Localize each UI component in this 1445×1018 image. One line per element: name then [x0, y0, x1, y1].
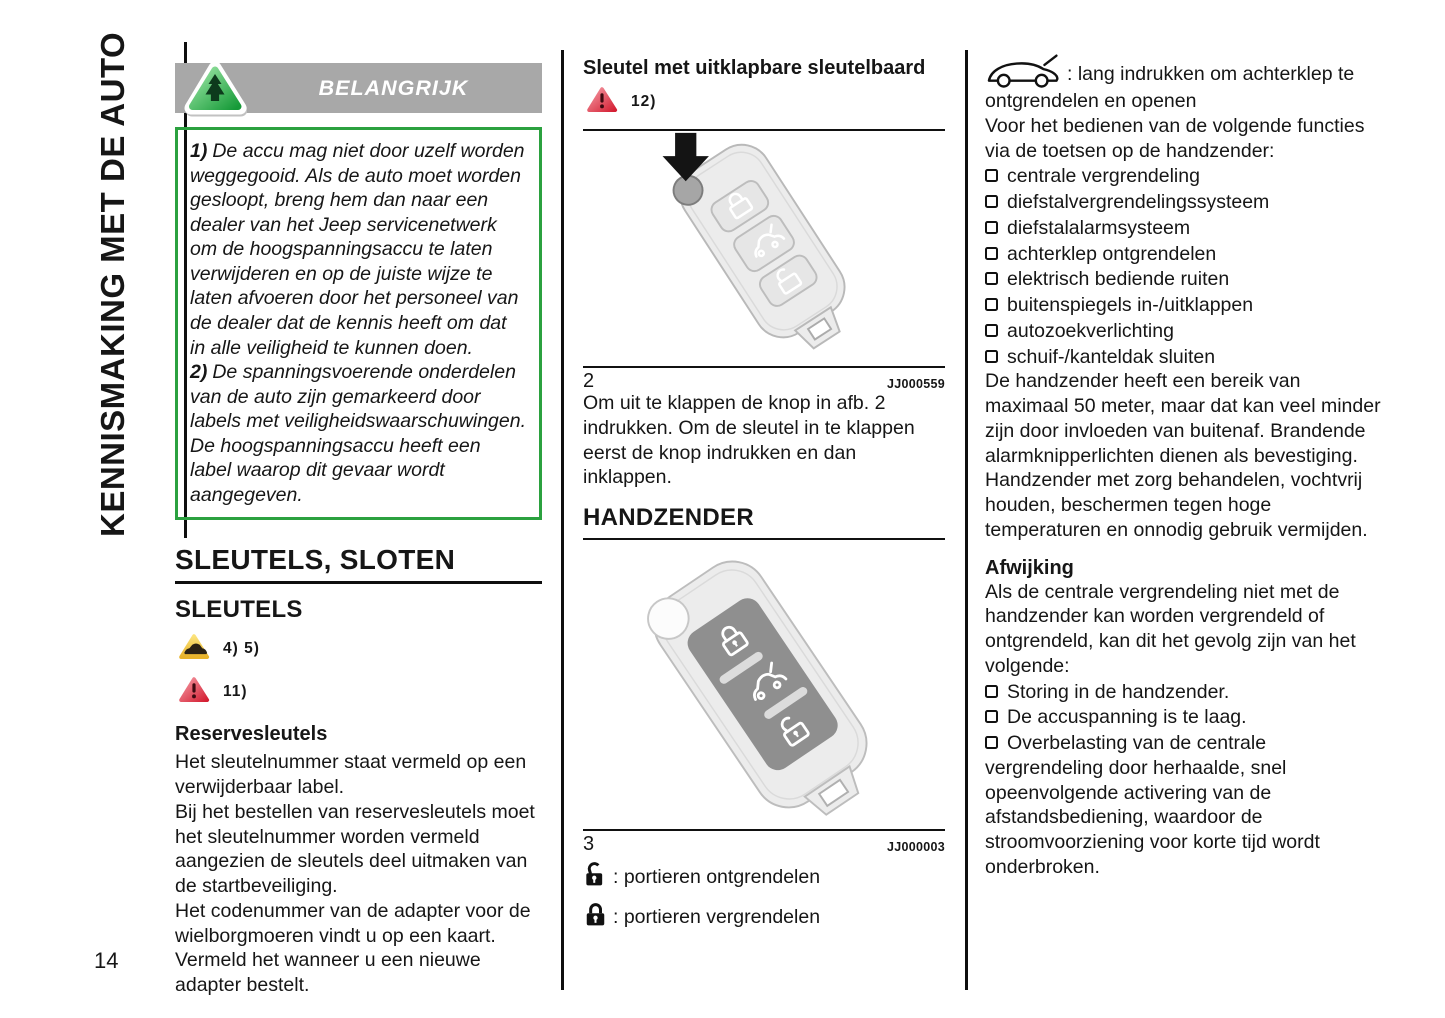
important-banner [175, 63, 542, 113]
afwijking-intro: Als de centrale vergrendeling niet met de handzender kan worden vergrendeld of ontgrendeld, kan dit het gevolg zijn van het volgende: [985, 580, 1356, 677]
causes-list [985, 680, 1385, 880]
flip-key-paragraph: Om uit te klappen de knop in afb. 2 indrukken. Om de sleutel in te klappen eerst de knop indrukken en dan inklappen. [583, 392, 915, 489]
function-item [985, 345, 1385, 370]
square-bullet-icon [985, 736, 998, 749]
important-item-text: De spanningsvoerende onderdelen van de auto zijn gemarkeerd door labels met veiligheidswaarschuwingen. De hoogspanningsaccu heeft een label waarop dit gevaar wordt aangegeven. [190, 361, 527, 506]
flip-key-heading: Sleutel met uitklapbare sleutelbaard [583, 57, 926, 79]
square-bullet-icon [985, 272, 998, 285]
reserve-keys-title: Reservesleutels [175, 723, 328, 746]
cause-label: Overbelasting van de centrale vergrendeling door herhaalde, snel opeenvolgende activering van de afstandsbediening, waardoor de stroomvoorziening voor korte tijd wordt onderbroken. [985, 732, 1320, 878]
function-label: diefstalvergrendelingssysteem [1007, 191, 1270, 213]
function-label: elektrisch bediende ruiten [1007, 268, 1230, 291]
important-item-2 [190, 360, 527, 507]
warning-reference-label: 4) 5) [223, 640, 260, 658]
important-banner-label: BELANGRIJK [318, 75, 469, 100]
functions-list [985, 164, 1385, 369]
car-warning-triangle-icon [175, 630, 213, 668]
function-label: schuif-/kanteldak sluiten [1007, 345, 1216, 368]
function-item [985, 190, 1385, 215]
tailgate-function-paragraph [985, 52, 1385, 114]
important-item-number: 2) [190, 361, 208, 384]
important-box [175, 127, 542, 520]
functions-intro: Voor het bedienen van de volgende functies via de toetsen op de handzender: [985, 114, 1365, 162]
figure-code: JJ000559 [886, 377, 945, 391]
warning-reference-label: 11) [223, 683, 248, 701]
figure-rule-bottom [583, 829, 945, 831]
square-bullet-icon [985, 298, 998, 311]
cause-label: Storing in de handzender. [1007, 680, 1230, 703]
function-item [985, 242, 1385, 267]
figure-flip-key [583, 131, 945, 366]
square-bullet-icon [985, 169, 998, 182]
function-label: centrale vergrendeling [1007, 165, 1200, 188]
legend-lock-row [583, 901, 945, 934]
right-column [985, 52, 1385, 880]
important-item-number: 1) [190, 140, 208, 162]
function-item [985, 319, 1385, 344]
square-bullet-icon [985, 247, 998, 260]
warning-reference-row [175, 631, 542, 667]
cause-item [985, 705, 1385, 730]
care-paragraph: Handzender met zorg behandelen, vochtvrij houden, beschermen tegen hoge temperaturen en onnodig gebruik vermijden. [985, 469, 1368, 541]
car-open-tailgate-icon [985, 63, 1067, 85]
exclamation-triangle-icon [583, 83, 621, 121]
important-item-text: De accu mag niet door uzelf worden weggegooid. Als de auto moet worden gesloopt, breng hem dan naar een dealer van het Jeep servicenetwerk om de hoogspanningsaccu te laten verwijderen en op de juiste wijze te laten afvoeren door het personeel van de dealer dat de kennis heeft om dat in alle veiligheid te kunnen doen. [190, 140, 525, 359]
important-item-1 [190, 139, 527, 360]
legend-unlock-text: : portieren ontgrendelen [613, 866, 821, 888]
exclamation-triangle-icon [175, 673, 213, 711]
cause-label: De accuspanning is te laag. [1007, 706, 1247, 729]
environment-triangle-icon [183, 58, 247, 123]
function-item [985, 164, 1385, 189]
cause-item [985, 680, 1385, 705]
legend-unlock-row [583, 861, 945, 894]
column-divider [965, 50, 968, 990]
middle-column [583, 55, 945, 934]
figure-caption [583, 834, 945, 854]
reserve-paragraph: Het sleutelnummer staat vermeld op een verwijderbaar label. [175, 751, 527, 799]
figure-rule-bottom [583, 366, 945, 368]
legend-lock-text: : portieren vergrendelen [613, 906, 821, 928]
chapter-title-vertical: KENNISMAKING MET DE AUTO [94, 31, 131, 537]
figure-remote-key [583, 548, 945, 829]
square-bullet-icon [985, 221, 998, 234]
function-label: buitenspiegels in-/uitklappen [1007, 294, 1254, 316]
function-item [985, 293, 1385, 318]
reserve-paragraph: Bij het bestellen van reservesleutels moet het sleutelnummer worden vermeld aangezien de sleutels deel uitmaken van de startbeveiliging. [175, 800, 535, 898]
figure-number: 2 [583, 370, 595, 392]
handzender-title: HANDZENDER [583, 504, 945, 540]
function-label: achterklep ontgrendelen [1007, 242, 1217, 265]
warning-reference-row [583, 84, 945, 120]
reserve-paragraph: Het codenummer van de adapter voor de wielborgmoeren vindt u op een kaart. Vermeld het wanneer u een nieuwe adapter bestelt. [175, 899, 531, 997]
range-paragraph: De handzender heeft een bereik van maximaal 50 meter, maar dat kan veel minder zijn door invloeden van buitenaf. Brandende alarmknipperlichten dienen als bevestiging. [985, 370, 1381, 467]
column-divider [561, 50, 564, 990]
warning-reference-label: 12) [631, 93, 657, 110]
function-label: autozoekverlichting [1007, 319, 1174, 342]
page-number: 14 [94, 948, 119, 973]
section-title: SLEUTELS, SLOTEN [175, 544, 542, 584]
lock-icon [583, 901, 608, 934]
figure-number: 3 [583, 833, 595, 855]
tailgate-function-text: : lang indrukken om achterklep te ontgrendelen en openen [985, 63, 1355, 112]
square-bullet-icon [985, 710, 998, 723]
cause-item [985, 731, 1385, 880]
square-bullet-icon [985, 685, 998, 698]
function-item [985, 216, 1385, 241]
warning-reference-row [175, 674, 542, 710]
subsection-title: SLEUTELS [175, 596, 303, 624]
flip-key-illustration [599, 131, 929, 361]
function-item [985, 267, 1385, 292]
function-label: diefstalalarmsysteem [1007, 216, 1191, 239]
afwijking-title: Afwijking [985, 556, 1074, 579]
remote-key-illustration [590, 548, 938, 824]
square-bullet-icon [985, 324, 998, 337]
square-bullet-icon [985, 195, 998, 208]
figure-caption [583, 371, 945, 391]
left-column [175, 55, 542, 998]
square-bullet-icon [985, 350, 998, 363]
unlock-icon [583, 861, 608, 894]
figure-code: JJ000003 [886, 840, 945, 854]
